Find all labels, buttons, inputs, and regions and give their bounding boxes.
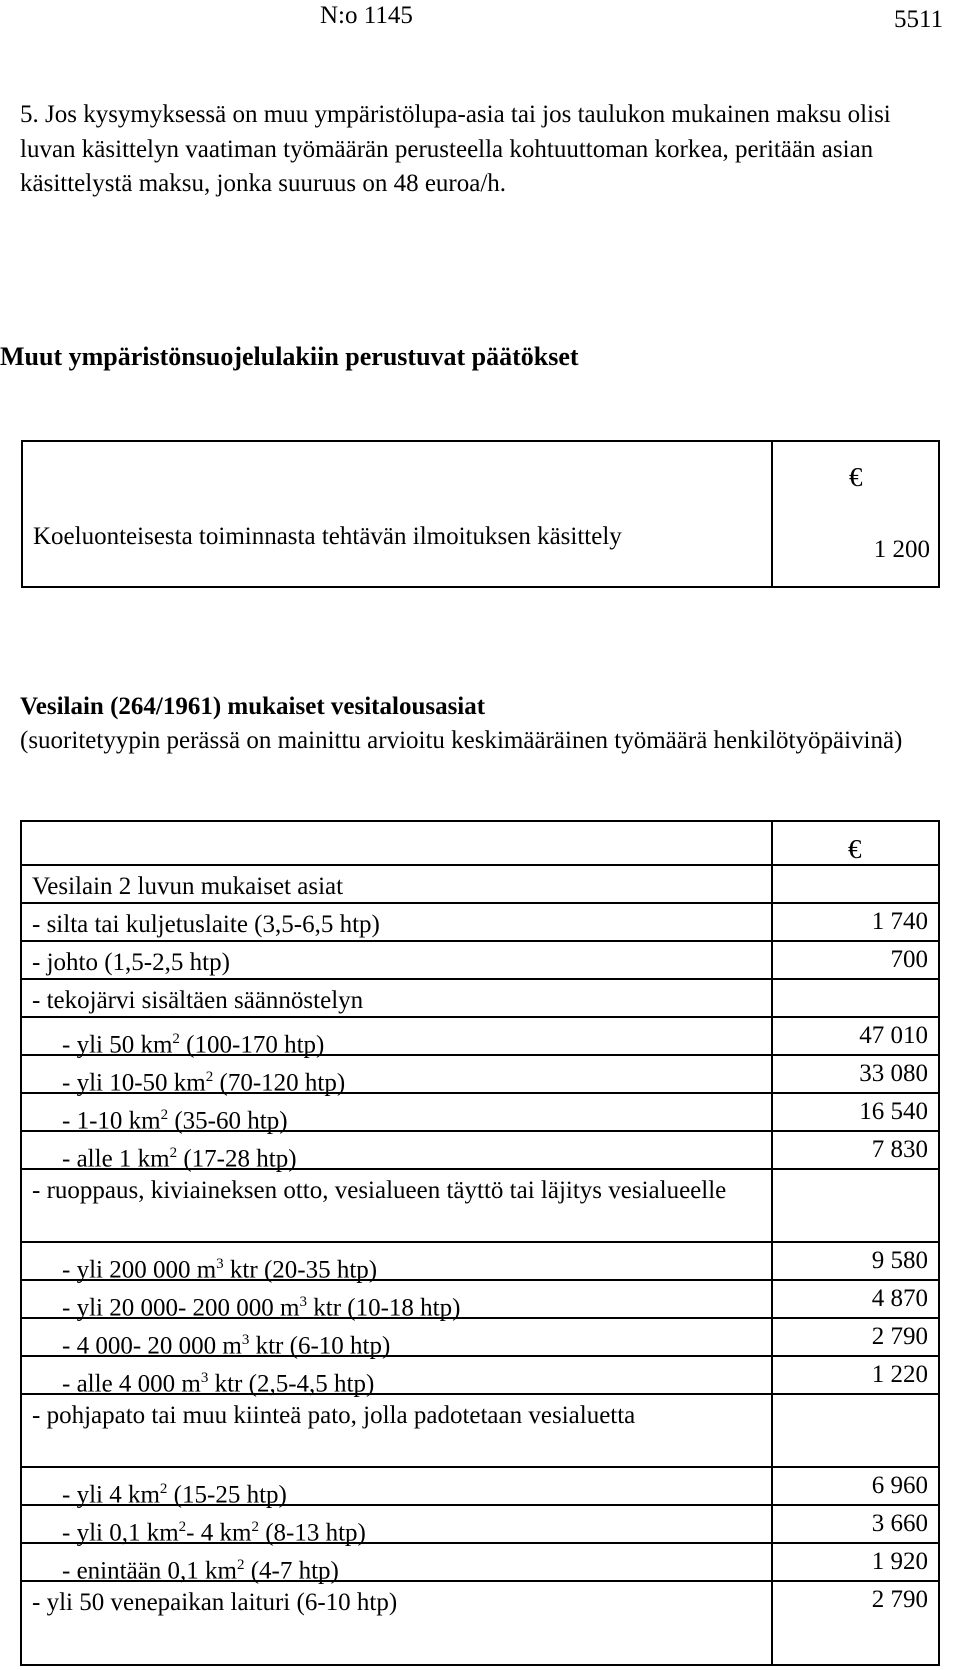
row-label [32,870,760,904]
unit-exponent: 2 [205,1069,214,1085]
row-label-text: (100-170 htp) [179,1031,325,1059]
table-row [22,902,938,942]
row-amount: 1 740 [871,908,928,935]
row-label-text: - yli 10-50 km [62,1069,206,1097]
row-label-text: ktr (20-35 htp) [223,1256,378,1284]
row-amount: 33 080 [859,1060,928,1087]
table-row [22,1504,938,1547]
row-amount: 4 870 [871,1285,928,1312]
table-row [22,864,938,904]
row-label-text: - yli 50 km [62,1031,173,1059]
unit-exponent: 2 [251,1519,259,1535]
row-label-text: - yli 200 000 m [62,1256,217,1284]
row-label [32,1174,760,1208]
row-label-text: Vesilain 2 luvun mukaiset asiat [32,873,344,900]
row-amount: 6 960 [871,1472,928,1499]
row-label-text: - enintään 0,1 km [62,1557,237,1585]
fee-description: Koeluonteisesta toiminnasta tehtävän ilmoituksen käsittely [33,523,622,550]
table-row [22,1241,938,1284]
section-title-water-act: Vesilain (264/1961) mukaiset vesitalousasiat [20,693,486,720]
row-label-text: - yli 50 venepaikan laituri (6-10 htp) [32,1589,398,1616]
row-label-text: (17-28 htp) [177,1145,297,1173]
unit-exponent: 3 [299,1294,307,1310]
unit-exponent: 2 [169,1145,178,1161]
row-label [32,908,760,942]
row-amount: 47 010 [859,1022,928,1049]
row-label-text: - yli 20 000- 200 000 m [62,1294,300,1322]
row-label-text: - tekojärvi sisältäen säännöstelyn [32,987,364,1014]
row-label-text: (8-13 htp) [258,1519,366,1547]
row-label-text: - silta tai kuljetuslaite (3,5-6,5 htp) [32,911,380,938]
table-row [22,1393,938,1468]
row-label-text: (35-60 htp) [168,1107,288,1135]
row-label-text: (15-25 htp) [167,1481,287,1509]
fee-amount: 1 200 [873,536,930,563]
table-row [22,1542,938,1585]
row-amount: 1 920 [871,1548,928,1575]
table-row [22,1054,938,1097]
unit-exponent: 2 [236,1557,245,1573]
row-amount: 2 790 [871,1323,928,1350]
section-subtitle-water-act: (suoritetyypin perässä on mainittu arvioitu keskimääräinen työmäärä henkilötyöpäivinä) [20,727,903,754]
unit-exponent: 2 [172,1031,180,1047]
row-amount: 2 790 [871,1586,928,1613]
row-label-text: - pohjapato tai muu kiinteä pato, jolla padotetaan vesialuetta [32,1402,636,1429]
row-label-text: ktr (10-18 htp) [307,1294,461,1322]
table-row [22,940,938,980]
unit-exponent: 3 [241,1332,250,1348]
paragraph-5: 5. Jos kysymyksessä on muu ympäristölupa-asia tai jos taulukon mukainen maksu olisi luvan käsittelyn vaatiman työmäärän perusteella kohtuuttoman korkea, peritään asian käsittelystä maksu, jonka suuruus on 48 euroa/h. [20,101,891,197]
table-row [22,1355,938,1398]
table-row [22,1279,938,1322]
document-number: N:o 1145 [320,2,413,29]
table-row [22,1016,938,1059]
row-label-text: ktr (2,5-4,5 htp) [208,1370,375,1398]
row-amount: 16 540 [859,1098,928,1125]
fee-table-environmental [21,440,940,588]
fee-table-water-act [20,820,940,1666]
column-divider [771,442,773,586]
row-label-text: - alle 4 000 m [62,1370,201,1398]
table-row [22,1130,938,1173]
row-amount: 7 830 [871,1136,928,1163]
row-amount: 9 580 [871,1247,928,1274]
table-row [22,1580,938,1620]
unit-exponent: 3 [216,1256,224,1272]
row-label-text: - ruoppaus, kiviaineksen otto, vesialueen täyttö tai läjitys vesialueelle [32,1177,727,1204]
table-row [22,1168,938,1243]
row-label-text: - johto (1,5-2,5 htp) [32,949,230,976]
row-amount: 1 220 [871,1361,928,1388]
unit-exponent: 2 [159,1481,168,1497]
row-label-text: - alle 1 km [62,1145,170,1173]
unit-exponent: 3 [200,1370,209,1386]
row-amount: 700 [890,946,928,973]
section-header-water-act [20,690,940,758]
row-label-text: - yli 0,1 km [62,1519,179,1547]
unit-exponent: 2 [160,1107,169,1123]
table-row [22,1317,938,1360]
row-label-text: ktr (6-10 htp) [249,1332,391,1360]
row-label [32,946,760,980]
row-label-text: - 4 km [186,1519,252,1547]
currency-header: € [849,462,863,492]
row-label [32,984,760,1018]
row-label-text: (70-120 htp) [213,1069,346,1097]
row-label-text: - 4 000- 20 000 m [62,1332,242,1360]
row-label [32,1399,760,1433]
table-row [22,978,938,1018]
page-number: 5511 [894,6,944,33]
row-amount: 3 660 [871,1510,928,1537]
row-label [32,1586,760,1620]
row-label-text: (4-7 htp) [244,1557,339,1585]
row-label-text: - 1-10 km [62,1107,161,1135]
currency-header: € [848,834,862,864]
unit-exponent: 2 [178,1519,187,1535]
table-row [22,1092,938,1135]
table-row [22,1466,938,1509]
row-label-text: - yli 4 km [62,1481,160,1509]
section-title-environmental-decisions: Muut ympäristönsuojelulakiin perustuvat päätökset [0,342,579,371]
